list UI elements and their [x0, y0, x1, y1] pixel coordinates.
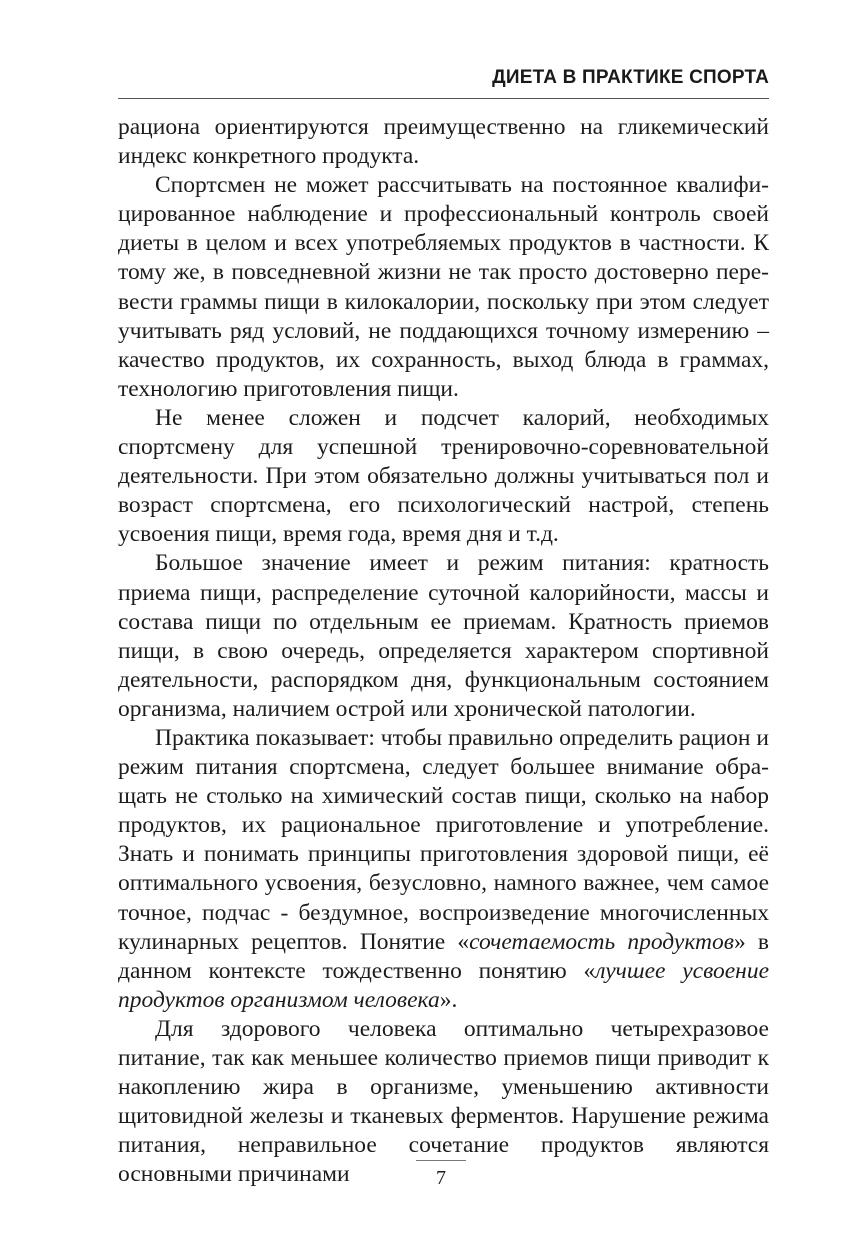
- paragraph-5: [118, 724, 769, 1015]
- page-footer: [416, 1160, 466, 1190]
- paragraph-5-text-middle: » в данном контексте тождественно понятию «: [118, 928, 769, 984]
- italic-term-better-digestion: лучшее усвоение продуктов организмом человека: [118, 957, 769, 1013]
- running-header: [118, 60, 769, 99]
- body-text: [118, 113, 769, 1189]
- paragraph-3: Не менее сложен и подсчет калорий, необходимых спортсмену для успешной тренировочно-соревновательной деятельности. При этом обязательно должны учитываться пол и возраст спортсмена, его психологический настрой, степень усвоения пищи, время года, время дня и т.д.: [118, 404, 769, 548]
- running-header-title: ДИЕТА В ПРАКТИКЕ СПОРТА: [492, 67, 769, 88]
- paragraph-5-text-after: ».: [439, 986, 458, 1013]
- paragraph-2: Спортсмен не может рассчитывать на постоянное квалифицированное наблюдение и профессиональный контроль своей диеты в целом и всех употребляемых продуктов в частности. К тому же, в повседневной жизни не так просто достоверно перевести граммы пищи в килокалории, поскольку при этом следует учитывать ряд условий, не поддающихся точному измерению – качество продуктов, их сохранность, выход блюда в граммах, технологию приготовления пищи.: [118, 172, 769, 402]
- page-number: 7: [436, 1167, 446, 1189]
- italic-term-food-compatibility: сочетаемость продуктов: [469, 928, 734, 955]
- paragraph-6: Для здорового человека оптимально четырехразовое питание, так как меньшее количество приемов пищи приводит к накоплению жира в организме, уменьшению активности щитовидной железы и тканевых ферментов. Нарушение режима питания, неправильное сочетание продуктов являются основными причинами: [118, 1015, 769, 1188]
- paragraph-1: рациона ориентируются преимущественно на гликемический индекс конкретного продукта.: [118, 114, 769, 170]
- paragraph-4: Большое значение имеет и режим питания: кратность приема пищи, распределение суточной калорийности, массы и состава пищи по отдельным ее приемам. Кратность приемов пищи, в свою очередь, определяется характером спортивной деятельности, распорядком дня, функциональным состоянием организма, наличием острой или хронической патологии.: [118, 550, 769, 722]
- paragraph-5-text-before: Практика показывает: чтобы правильно определить рацион и режим питания спортсмена, следует большее внимание обращать не столько на химический состав пищи, сколько на набор продуктов, их рациональное приготовление и употребление. Знать и понимать принципы приготовления здоровой пищи, её оптимального усвоения, безусловно, намного важнее, чем самое точное, подчас - бездумное, воспроизведение многочисленных кулинарных рецептов. Понятие «: [118, 724, 769, 955]
